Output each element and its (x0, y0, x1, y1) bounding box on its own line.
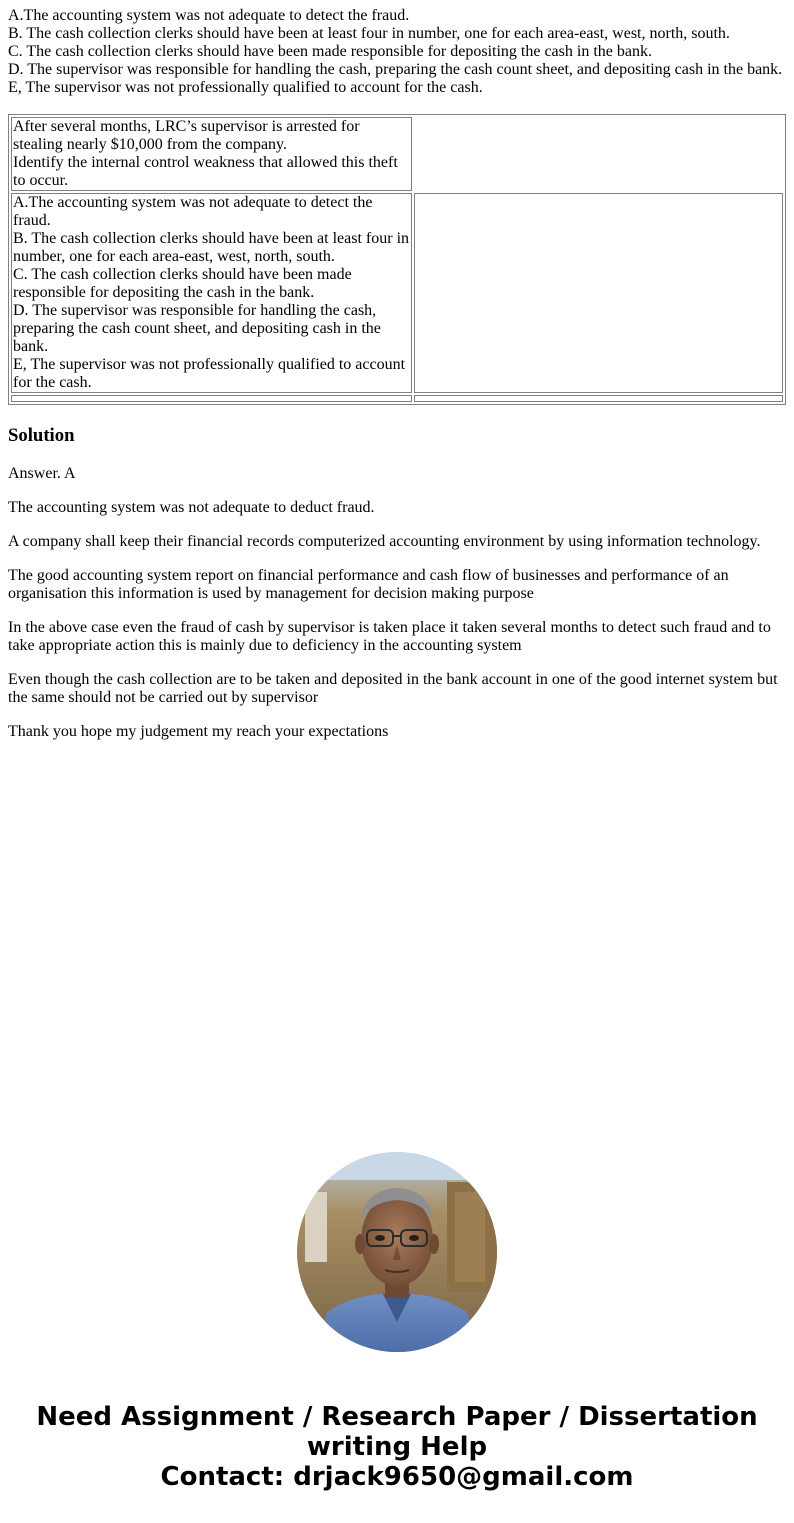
table-option-b: B. The cash collection clerks should have been at least four in number, one for each area-east, west, north, south. (13, 230, 410, 265)
table-option-c: C. The cash collection clerks should have been made responsible for depositing the cash in the bank. (13, 266, 352, 301)
question-text: After several months, LRC’s supervisor is arrested for stealing nearly $10,000 from the company. (13, 118, 360, 153)
empty-cell-left (11, 395, 412, 402)
answer-cell (414, 193, 783, 393)
solution-paragraph: Even though the cash collection are to be taken and deposited in the bank account in one of the good internet system but the same should not be carried out by supervisor (8, 671, 778, 706)
empty-row (11, 395, 783, 402)
avatar-photo (297, 1152, 497, 1352)
promo-section (0, 1152, 794, 1492)
solution-closing: Thank you hope my judgement my reach your expectations (8, 723, 389, 740)
promo-text (0, 1402, 794, 1492)
option-b: B. The cash collection clerks should have been at least four in number, one for each area-east, west, north, south. (8, 25, 730, 42)
avatar (297, 1152, 497, 1352)
option-d: D. The supervisor was responsible for handling the cash, preparing the cash count sheet, and depositing cash in the bank. (8, 61, 783, 78)
solution-paragraph: The accounting system was not adequate to deduct fraud. (8, 499, 375, 516)
solution-heading: Solution (8, 425, 75, 446)
solution-paragraph: The good accounting system report on financial performance and cash flow of businesses and performance of an organisation this information is used by management for decision making purpose (8, 567, 729, 602)
question-row (11, 117, 783, 191)
table-option-d: D. The supervisor was responsible for handling the cash, preparing the cash count sheet, and depositing cash in the bank. (13, 302, 381, 355)
question-cell (11, 117, 412, 191)
table-option-e: E, The supervisor was not professionally qualified to account for the cash. (13, 356, 406, 391)
solution-answer: Answer. A (8, 465, 76, 482)
promo-line-2: writing Help (306, 1432, 488, 1462)
options-row (11, 193, 783, 393)
solution-paragraph: A company shall keep their financial records computerized accounting environment by using information technology. (8, 533, 761, 550)
table-option-a: A.The accounting system was not adequate to detect the fraud. (13, 194, 373, 229)
options-list (8, 7, 786, 97)
question-spacer-cell (414, 117, 783, 191)
question-table (8, 114, 786, 405)
solution-body (8, 465, 786, 741)
empty-cell-right (414, 395, 783, 402)
option-c: C. The cash collection clerks should have been made responsible for depositing the cash in the bank. (8, 43, 652, 60)
option-e: E, The supervisor was not professionally qualified to account for the cash. (8, 79, 483, 96)
solution-paragraph: In the above case even the fraud of cash by supervisor is taken place it taken several months to detect such fraud and to take appropriate action this is mainly due to deficiency in the accounting system (8, 619, 771, 654)
option-a: A.The accounting system was not adequate to detect the fraud. (8, 7, 410, 24)
question-prompt: Identify the internal control weakness that allowed this theft to occur. (13, 154, 398, 189)
options-cell (11, 193, 412, 393)
promo-line-1: Need Assignment / Research Paper / Dissertation (36, 1402, 758, 1432)
promo-contact: Contact: drjack9650@gmail.com (160, 1462, 634, 1492)
